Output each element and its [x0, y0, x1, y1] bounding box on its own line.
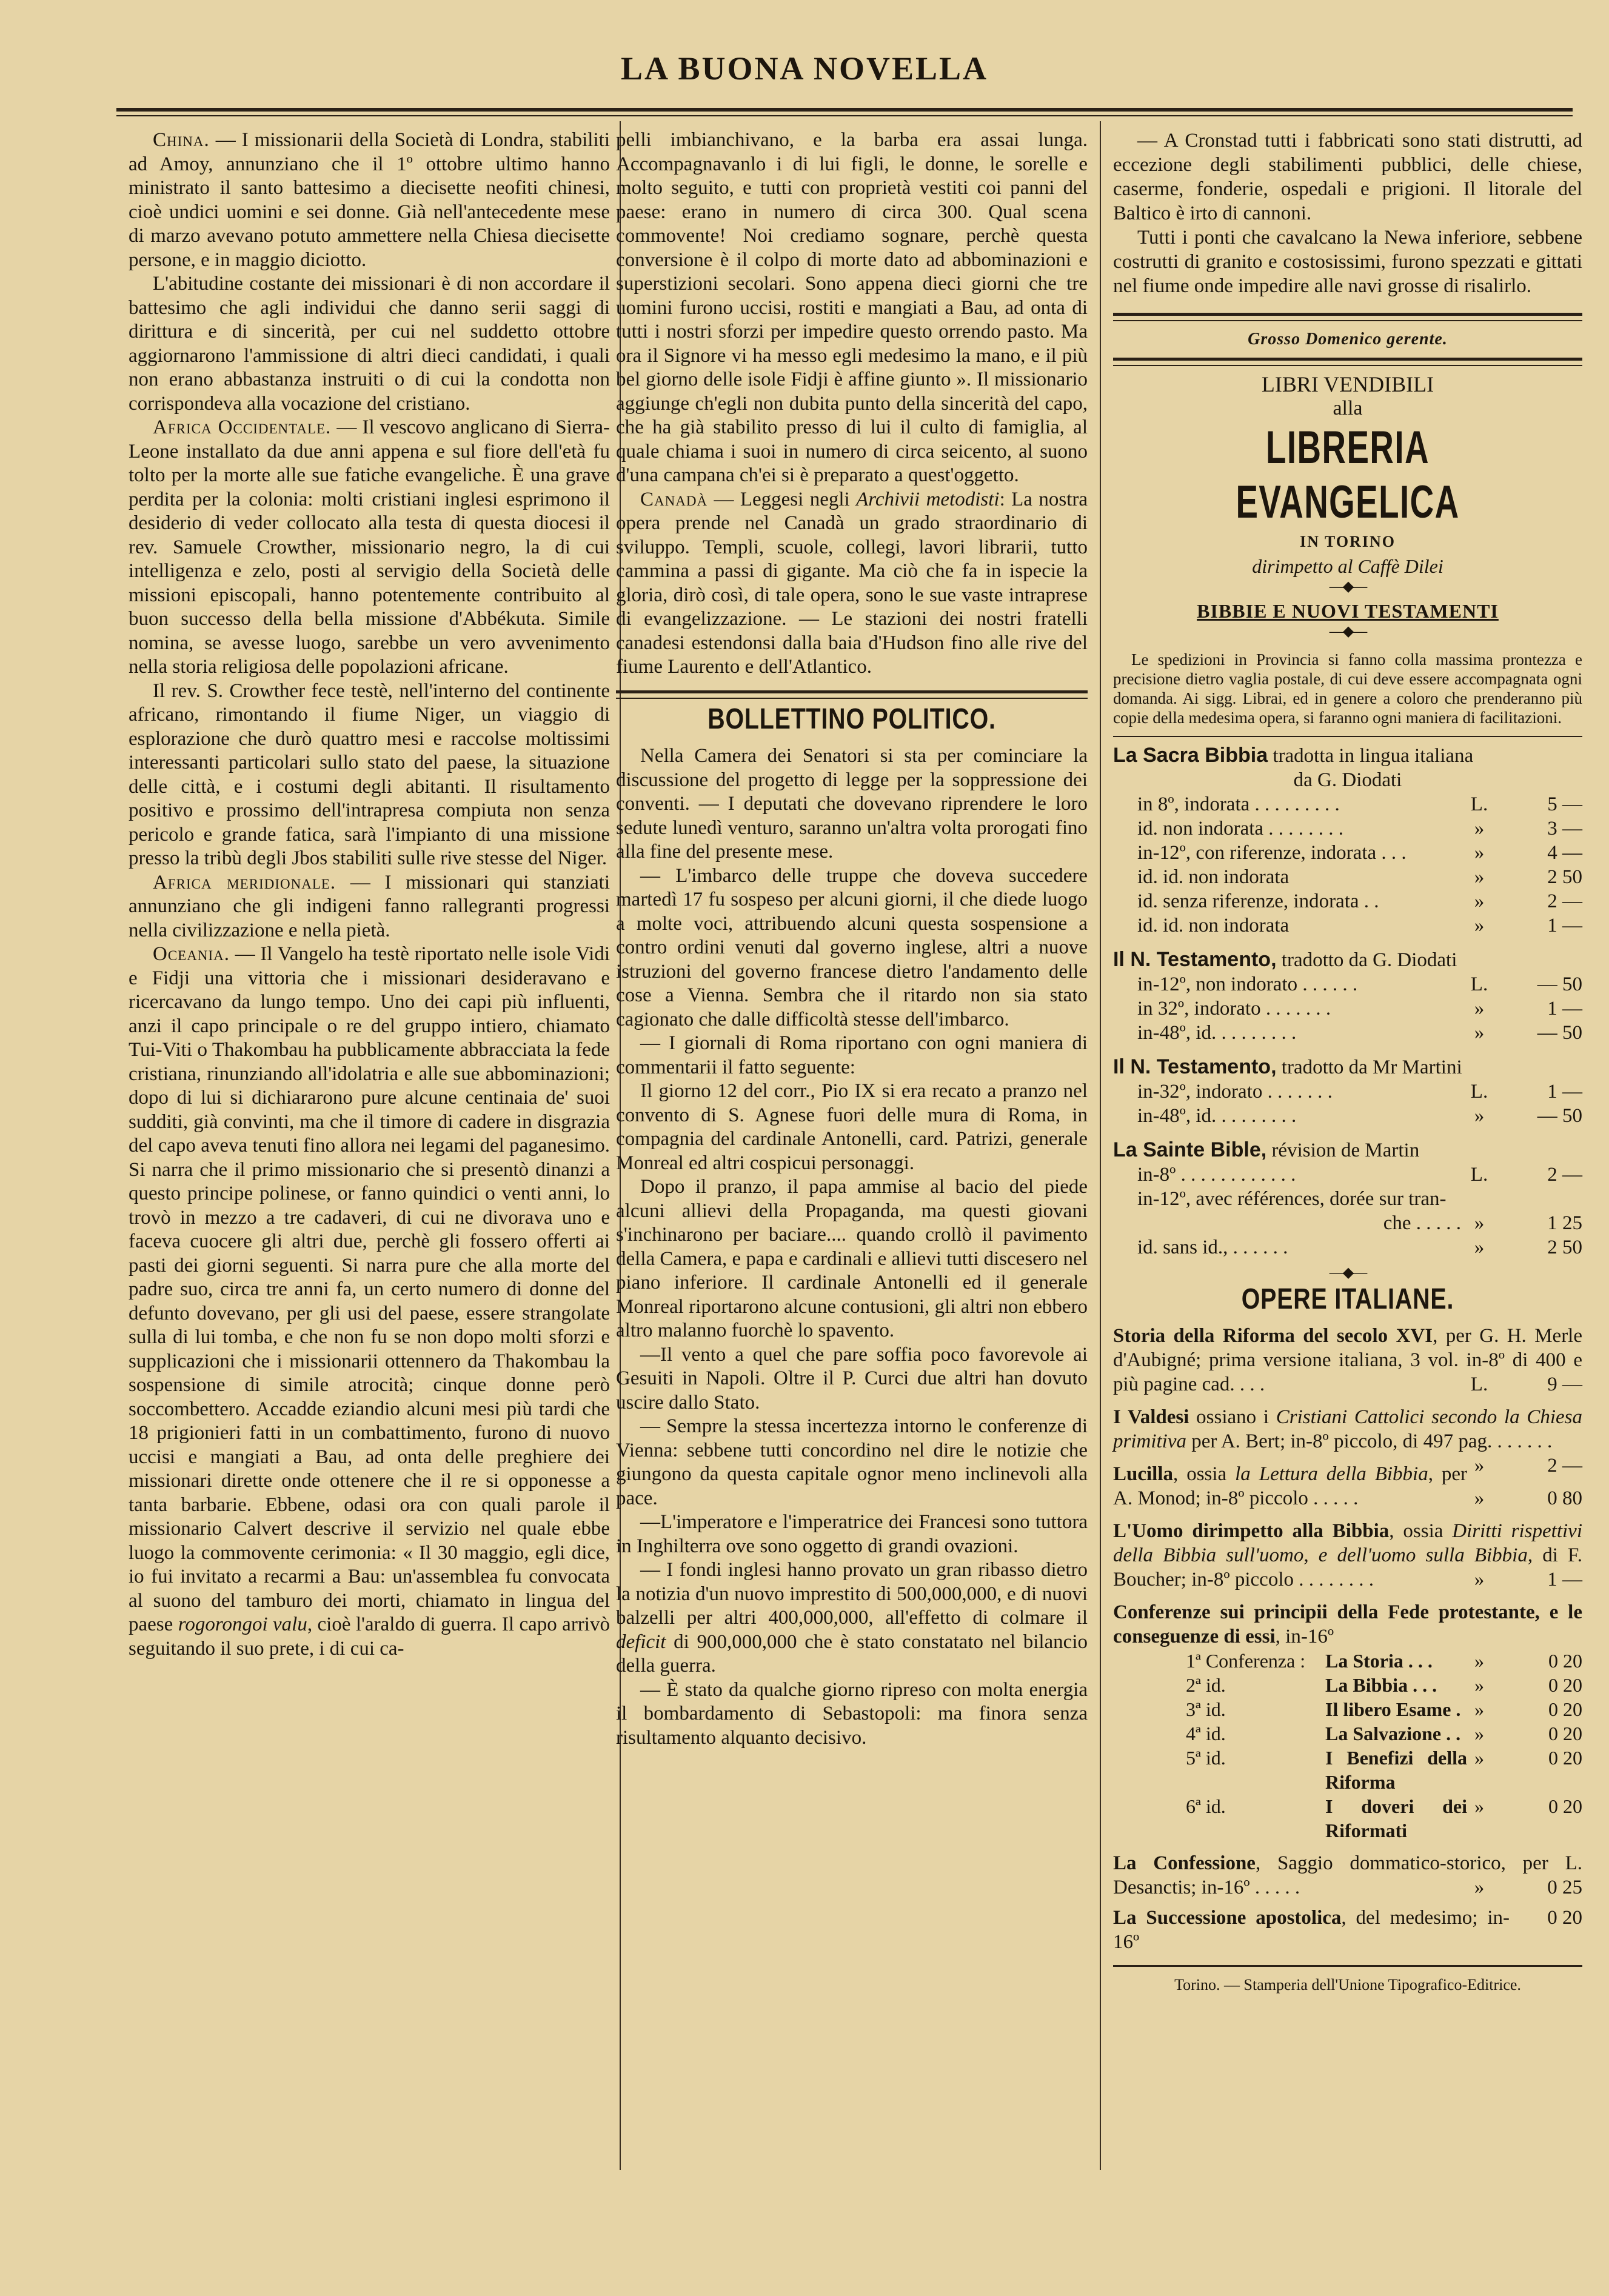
ad-address: dirimpetto al Caffè Dilei — [1252, 555, 1443, 577]
price-line: in-12º, con riferenze, indorata . . . » 4 — — [1137, 842, 1582, 864]
ad-title: LIBRERIA EVANGELICA — [1236, 422, 1460, 528]
price-line: in 32º, indorato . . . . . . . » 1 — — [1137, 998, 1582, 1020]
book-entry: I Valdesi ossiano i Cristiani Cattolici secondo la Chiesa primitiva per A. Bert; in-8º piccolo, di 497 pag. . . . . . . » 2 — — [1113, 1406, 1582, 1477]
price-line: che . . . . . » 1 25 — [1383, 1212, 1582, 1234]
news-item: — L'imbarco delle truppe che doveva succedere martedì 17 fu sospeso per alcuni giorni, il che diede luogo a molte voci, attribuendo alcuni questa sospensione a contro ordini venuti dal governo inglese, altri a nuove istruzioni del governo francese dietro l'andamento delle cose a Vienna. Sembra che il ritardo non sia stato cagionato che dalle difficoltà stesse dell'imbarco. — [616, 864, 1088, 1030]
column-1 — [129, 128, 610, 1661]
header-rule — [116, 108, 1573, 112]
news-item: — Sempre la stessa incertezza intorno le conferenze di Vienna: sebbene tutti concordino nel dire le notizie che giungono da questa capitale ognor meno inclinevoli alla pace. — [616, 1415, 1088, 1509]
price-line: in-12º, non indorato . . . . . . L. — 50 — [1137, 973, 1582, 995]
nt1-price-list — [1113, 972, 1582, 1045]
news-item: Il giorno 12 del corr., Pio IX si era recato a pranzo nel convento di S. Agnese fuori delle mura di Roma, in compagnia del cardinale Antonelli, card. Patrizi, generale Monreal ed altri cospicui personaggi. — [616, 1080, 1088, 1174]
bibbie-heading: BIBBIE E NUOVI TESTAMENTI — [1197, 600, 1499, 622]
book-entry: Conferenze sui principii della Fede protestante, e le conseguenze di essi, in-16º — [1113, 1601, 1582, 1647]
article-canada: Canadà — Leggesi negli Archivii metodisti: La nostra opera prende nel Canadà un grado straordinario di sviluppo. Templi, scuole, collegi, lavori librarii, tutto cammina a passi di gigante. Ma ciò che fa in ispecie la gloria, dirò così, di tale opera, sono le sue vaste intraprese di evangelizzazione. — Le stazioni dei nostri fratelli canadesi estendonsi dalla baia d'Hudson fino alle rive del fiume Laurento e dell'Atlantico. — [616, 488, 1088, 678]
article-paragraph: L'abitudine costante dei missionari è di non accordare il battesimo che agli individui che danno serii saggi di dirittura e di sincerità, per cui nel suddetto ottobre aggiornarono l'ammissione di altri dieci candidati, i quali non erano abbastanza instruiti o di cui la condotta non corrispondeva alla vocazione del cristiano. — [129, 273, 610, 415]
conference-item: 6ª id. I doveri dei Riformati » 0 20 — [1186, 1795, 1582, 1841]
sainte-bible-title: La Sainte Bible, révision de Martin — [1113, 1138, 1420, 1161]
header-rule-thin — [116, 115, 1573, 116]
gerente-line: Grosso Domenico gerente. — [1248, 330, 1448, 349]
price-line: in-48º, id. . . . . . . . . » — 50 — [1137, 1105, 1582, 1127]
article-paragraph: pelli imbianchivano, e la barba era assai lunga. Accompagnavanlo i di lui figli, le donne, le sorelle e molto seguito, e tutti con proprietà vestiti coi panni del paese: erano in numero di circa 300. Qual scena commovente! Noi crediamo sognare, perchè questa conversione è il colpo di morte dato ad abbominazioni e superstizioni secolari. Sono appena dieci giorni che tre uomini furono uccisi, rostiti e mangiati a Bau, ad onta di tutti i nostri sforzi per impedire questo orrendo pasto. Ma ora il Signore vi ha messo egli medesimo la mano, e il più bel giorno delle isole Fidji è affine giunto ». Il missionario aggiunge ch'egli non dubita punto della sincerità del capo, che ha già stabilito presso di lui il culto di famiglia, al quale chiama i suoi in numero di circa seicento, al suono d'una campana ch'ei si è preparato a quest'oggetto. — [616, 129, 1088, 486]
masthead: LA BUONA NOVELLA — [620, 50, 989, 87]
price-line: in-32º, indorato . . . . . . . L. 1 — — [1137, 1081, 1582, 1103]
book-entry: La Confessione, Saggio dommatico-storico, per L. Desanctis; in-16º . . . . . » 0 25 — [1113, 1852, 1582, 1898]
printer-footer: Torino. — Stamperia dell'Unione Tipografico-Editrice. — [1174, 1976, 1521, 1994]
news-item: — A Cronstad tutti i fabbricati sono stati distrutti, ad eccezione degli stabilimenti pubblici, delle chiese, caserme, fonderie, ospedali e prigioni. Il litorale del Baltico è irto di cannoni. — [1113, 130, 1582, 224]
news-item: Dopo il pranzo, il papa ammise al bacio del piede alcuni allievi della Propaganda, ma questi giovani s'inchinarono per baciare.... quando crollò il pavimento della Camera, e papa e cardinali e allievi tutti discesero nel piano inferiore. Il cardinale Antonelli ed il generale Monreal riportarono alcune contusioni, gli altri non ebbero altro malanno fuorchè lo spavento. — [616, 1176, 1088, 1341]
ad-line-2: alla — [1333, 397, 1363, 419]
ornament: —◆— — [1329, 579, 1366, 595]
conference-item: 1ª Conferenza : La Storia . . . » 0 20 — [1186, 1650, 1582, 1672]
conference-item: 4ª id. La Salvazione . . » 0 20 — [1186, 1723, 1582, 1744]
conference-item: 2ª id. La Bibbia . . . » 0 20 — [1186, 1674, 1582, 1696]
price-line: id. non indorata . . . . . . . . » 3 — — [1137, 818, 1582, 839]
nt2-price-list — [1113, 1080, 1582, 1128]
sacra-author: da G. Diodati — [1293, 769, 1402, 791]
price-line: id. id. non indorata » 1 — — [1137, 915, 1582, 936]
divider — [1113, 1965, 1582, 1967]
section-rule — [1113, 313, 1582, 321]
section-rule — [1113, 358, 1582, 366]
ad-city: IN TORINO — [1300, 533, 1396, 550]
news-item: Tutti i ponti che cavalcano la Newa inferiore, sebbene costrutti di granito e costosissimi, furono spezzati e gittati nel fiume onde impedire alle navi grosse di risalirlo. — [1113, 227, 1582, 297]
ornament: —◆— — [1329, 1265, 1366, 1281]
section-rule — [616, 690, 1088, 699]
article-paragraph: Il rev. S. Crowther fece testè, nell'interno del continente africano, rimontando il fiume Niger, un viaggio di esplorazione che durò quattro mesi e raccolse moltissimi interessanti particolari sullo stato del paese, la situazione delle città, e i costumi degli abitanti. Il risultamento positivo e prossimo dell'intrapresa compiuta non senza pericolo e grande fatica, sarà l'impianto di una missione presso la tribù degli Jbos stabiliti sulle rive stesse del Niger. — [129, 679, 610, 869]
price-line: id. senza riferenze, indorata . . » 2 — — [1137, 890, 1582, 912]
conference-item: 3ª id. Il libero Esame . » 0 20 — [1186, 1698, 1582, 1720]
conference-item: 5ª id. I Benefizi della Riforma » 0 20 — [1186, 1747, 1582, 1793]
news-item: — I fondi inglesi hanno provato un gran ribasso dietro la notizia d'un nuovo imprestito di 500,000,000, e di nuovi balzelli per altri 400,000,000, all'effetto di colmare il deficit di 900,000,000 che è stato constatato nel bilancio della guerra. — [616, 1559, 1088, 1677]
article-africa-occidentale: Africa Occidentale. — Il vescovo anglicano di Sierra-Leone installato da due anni appena e sul fiore dell'età fu tolto per la morte alle sue fatiche evangeliche. È una grave perdita per la colonia: molti cristiani inglesi esprimono il desiderio di veder collocato alla testa di questa diocesi il rev. Samuele Crowther, missionario negro, la di cui intelligenza e zelo, posti al servigio della Società delle missioni episcopali, hanno potentemente contribuito al buon successo della bella missione d'Abbékuta. Simile nomina, se avesse luogo, sarebbe un vero avvenimento nella storia religiosa delle popolazioni africane. — [129, 416, 610, 678]
section-title: BOLLETTINO POLITICO. — [707, 702, 996, 735]
sacra-bibbia-title: La Sacra Bibbia tradotta in lingua italiana — [1113, 744, 1474, 767]
price-line: in-48º, id. . . . . . . . . » — 50 — [1137, 1022, 1582, 1044]
column-2 — [616, 128, 1088, 1750]
book-entry: Lucilla, ossia la Lettura della Bibbia, per A. Monod; in-8º piccolo . . . . . » 0 80 — [1113, 1463, 1582, 1509]
news-item: —Il vento a quel che pare soffia poco favorevole ai Gesuiti in Napoli. Oltre il P. Curci due altri han dovuto uscire dallo Stato. — [616, 1343, 1088, 1413]
ad-line-1: LIBRI VENDIBILI — [1261, 372, 1434, 396]
sainte-price-list — [1113, 1163, 1582, 1187]
conference-list — [1113, 1649, 1582, 1843]
column-3 — [1113, 128, 1582, 1997]
sacra-price-list — [1113, 792, 1582, 938]
book-entry: L'Uomo dirimpetto alla Bibbia, ossia Diritti rispettivi della Bibbia sull'uomo, e dell'uomo sulla Bibbia, di F. Boucher; in-8º piccolo . . . . . . . . » 1 — — [1113, 1520, 1582, 1590]
book-entry: Storia della Riforma del secolo XVI, per G. H. Merle d'Aubigné; prima versione italiana, 3 vol. in-8º di 400 e più pagine cad. . . . L. 9 — — [1113, 1325, 1582, 1395]
article-china: China. — I missionarii della Società di Londra, stabiliti ad Amoy, annunziano che il 1º ottobre ultimo hanno ministrato il santo battesimo a diecisette neofiti chinesi, cioè undici uomini e sei donne. Già nell'antecedente mese di marzo avevano potuto ammettere nella Chiesa diecisette persone, e in maggio diciotto. — [129, 129, 610, 271]
column-divider — [1100, 121, 1101, 2170]
shipping-notice: Le spedizioni in Provincia si fanno colla massima prontezza e precisione dietro vaglia postale, di cui deve essere accompagnata ogni domanda. Ai sigg. Librai, ed in genere a coloro che prenderanno più copie della medesima opera, si faranno ogni maniera di facilitazioni. — [1113, 650, 1582, 727]
price-line: in-12º, avec références, dorée sur tran- — [1137, 1188, 1447, 1210]
ornament: —◆— — [1329, 624, 1366, 639]
article-africa-meridionale: Africa meridionale. — I missionari qui stanziati annunziano che gli indigeni fanno rallegranti progressi nella civilizzazione e nella pietà. — [129, 871, 610, 941]
news-item: Nella Camera dei Senatori si sta per cominciare la discussione del progetto di legge per la soppressione dei conventi. — I deputati che dovevano riprendere le loro sedute lunedì venturo, saranno un'altra volta prorogati fino alla fine del presente mese. — [616, 745, 1088, 863]
price-line: in-8º . . . . . . . . . . . . L. 2 — — [1137, 1164, 1582, 1186]
news-item: —L'imperatore e l'imperatrice dei Francesi sono tuttora in Inghilterra ove sono oggetto di grandi ovazioni. — [616, 1511, 1088, 1557]
article-oceania: Oceania. — Il Vangelo ha testè riportato nelle isole Vidi e Fidji una vittoria che i missionari desideravano e ricercavano da lungo tempo. Uno dei capi più influenti, anzi il capo principale o re del gruppo intiero, chiamato Tui-Viti o Thakombau ha pubblicamente abbracciata la fede cristiana, rinunziando all'idolatria e alle sue abbominazioni; dopo di lui si dichiararono pure alcune centinaia de' suoi sudditi, già convinti, ma che il timore di cadere in disgrazia del capo aveva tenuti fino allora nei legami del paganesimo. Si narra che il primo missionario che si presentò dinanzi a questo principe polinese, or fanno quindici o venti anni, lo trovò in mezzo a tre cadaveri, di cui ne divorava uno e faceva cuocere gli altri due, perchè gli fossero offerti ai pasti dei giorni seguenti. Si narra pure che alla morte del padre suo, circa tre anni fa, un certo numero di donne del defunto dovevano, per gli usi del paese, essere strangolate sulla di lui tomba, e che non fu se non dopo molti sforzi e supplicazioni che i missionarii ottennero da Thakombau la sospensione di simile atrocità; cinque donne però soccombettero. Accadde eziandio alcuni mesi più tardi che 18 prigionieri fatti in un combattimento, furono di nuovo uccisi e mangiati a Bau, ad onta delle preghiere dei missionari dirette onde ottenere che il re si opponesse a tanta barbarie. Ebbene, odasi ora con quali parole il missionario Calvert descrive il servizio nel quale ebbe luogo la commovente cerimonia: « Il 30 maggio, egli dice, io fui invitato a recarmi a Bau: un'assemblea fu convocata al suono del tamburo dei morti, chiamato in lingua del paese rogorongoi valu, cioè l'araldo di guerra. Il capo arrivò seguitando il suo prete, i di cui ca- — [129, 943, 610, 1660]
nt2-title: Il N. Testamento, tradotto da Mr Martini — [1113, 1055, 1462, 1078]
price-line: in 8º, indorata . . . . . . . . . L. 5 — — [1137, 793, 1582, 815]
book-entry: La Successione apostolica, del medesimo; in-16º 0 20 — [1113, 1907, 1582, 1953]
news-item: — È stato da qualche giorno ripreso con molta energia il bombardamento di Sebastopoli: ma finora senza risultamento alquanto decisivo. — [616, 1678, 1088, 1749]
nt1-title: Il N. Testamento, tradotto da G. Diodati — [1113, 948, 1457, 971]
price-line: id. sans id., . . . . . . » 2 50 — [1137, 1236, 1582, 1258]
news-item: — I giornali di Roma riportano con ogni maniera di commentarii il fatto seguente: — [616, 1032, 1088, 1078]
divider — [1113, 736, 1582, 737]
opere-title: OPERE ITALIANE. — [1241, 1283, 1454, 1315]
price-line: id. id. non indorata » 2 50 — [1137, 866, 1582, 888]
